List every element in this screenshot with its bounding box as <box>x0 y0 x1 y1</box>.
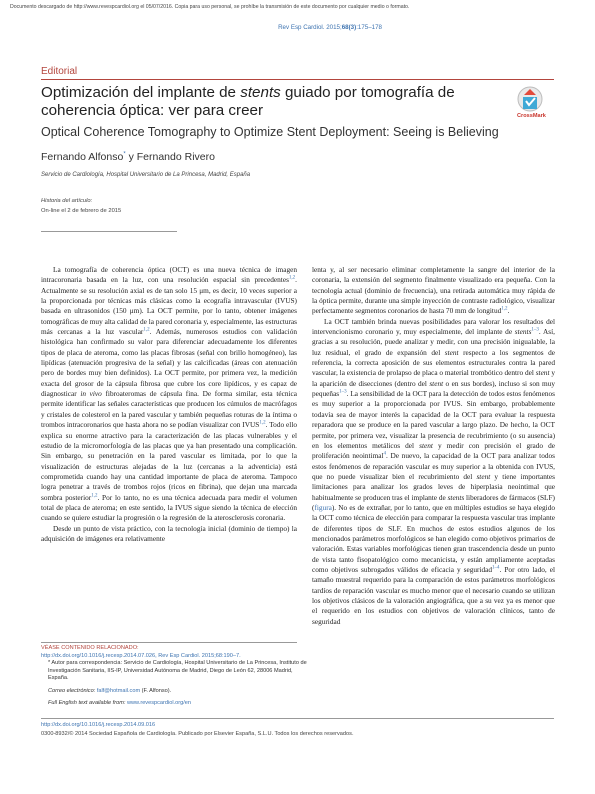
crossmark-icon <box>505 85 555 115</box>
journal-ref-prefix: Rev Esp Cardiol. 2015; <box>278 24 342 31</box>
ref-link[interactable]: 1–3 <box>339 389 347 395</box>
header-divider <box>41 79 554 80</box>
section-label: Editorial <box>41 66 78 77</box>
figure-link[interactable]: figura <box>314 502 332 512</box>
paragraph: Desde un punto de vista práctico, con la tecnología inicial (dominio de tiempo) la adquisición de imágenes era relativamente <box>41 523 297 543</box>
journal-ref-pages: :175–178 <box>356 24 382 31</box>
download-note: Documento descargado de http://www.revespcardiol.org el 05/07/2016. Copia para uso personal, se prohíbe la transmisión de este documento por cualquier medio o formato. <box>10 4 410 10</box>
title-italic: stents <box>240 84 281 101</box>
paragraph: lenta y, al ser necesario eliminar completamente la sangre del interior de la coronaria, la extensión del segmento finalmente visualizado era pequeña. Con la tecnología actual (dominio de frecuencia), una retirada automática muy rápida de la óptica permite, durante una simple inyección de contraste radiológico, visualizar perfectamente segmentos coronarios de hasta 70 mm de longitud$^{1,2}$. <box>312 265 555 316</box>
corresponding-author-note: * Autor para correspondencia: Servicio de Cardiología, Hospital Universitario de La Princesa, Instituto de Investigación Sanitaria, IIS-IP, Universidad Autónoma de Madrid, Diego de León 62, 28006 Madrid, España. <box>48 660 307 682</box>
ref-link[interactable]: 1,2 <box>288 275 296 281</box>
ref-link[interactable]: 1,2 <box>501 306 508 312</box>
fulltext-note: Full English text available from: www.revespcardiol.org/en <box>48 700 192 706</box>
history-heading: Historia del artículo: <box>41 198 93 204</box>
body-column-left <box>41 265 297 544</box>
footnote-divider <box>41 642 297 643</box>
author-2[interactable]: y Fernando Rivero <box>125 151 215 163</box>
related-content-link[interactable]: http://dx.doi.org/10.1016/j.recesp.2014.07.026, Rev Esp Cardiol. 2015;68:190–7. <box>41 653 241 659</box>
body-column-right <box>312 265 555 627</box>
title-part: Optimización del implante de <box>41 84 241 101</box>
title-part: guiado por tomografía de coherencia óptica: ver para creer <box>41 84 455 119</box>
history-date: On-line el 2 de febrero de 2015 <box>41 208 122 214</box>
crossmark-logo[interactable] <box>505 85 555 115</box>
doi-divider <box>41 718 554 719</box>
paragraph: La OCT también brinda nuevas posibilidades para valorar los resultados del intervencionismo coronario y, muy especialmente, del implante de stents$^{1-3}$. Así, gracias a su resolución, puede analizar y medir, con una precisión inigualable, la luz residual, el grado de expansión del stent respecto a los segmentos de referencia, la correcta aposición de sus elementos estructurales contra la pared vascular, la existencia de prolapso de placa o material trombótico dentro del stent y la aparición de disecciones (dentro del stent o en sus bordes), incluso si son muy pequeñas$^{1-3}$. La sensibilidad de la OCT para la detección de todos estos fenómenos es muy superior a la proporcionada por IVUS. Sin embargo, probablemente todavía sea de mayor interés la capacidad de la OCT para evaluar la respuesta reparadora que se produce en la pared vascular a largo plazo. De hecho, la OCT permite, por primera vez, visualizar la presencia de recubrimiento (o su ausencia) en los elementos metálicos del stent y medir con precisión el grado de proliferación neointimal$^4$. De nuevo, la capacidad de la OCT para analizar todos estos fenómenos de reparación vascular es muy superior a la obtenida con IVUS, que no puede visualizar bien el recubrimiento del stent y tiene importantes limitaciones para analizar los grados leves de hiperplasia neointimal que habitualmente se producen tras el implante de stents liberadores de fármacos (SLF) (figura). No es de extrañar, por lo tanto, que en múltiples estudios se haya elegido la OCT como técnica de elección para comparar la respuesta vascular tras implante de diferentes tipos de SLF. En muchos de estos estudios algunos de los mencionados parámetros morfológicos se han elegido como objetivos primarios de valoración. Estas variables morfológicas tienen gran trascendencia desde un punto de vista tanto fisopatológico como mecanicista, y están ampliamente aceptadas como objetivos subrogados válidos de eficacia y seguridad$^{1-4}$. Por otro lado, el tamaño muestral requerido para la comparación de estos parámetros morfológicos tardíos de reparación vascular es mucho menor que el necesario cuando se utilizan los objetivos clásicos de la valoración angiográfica, que a su vez ya es menor que el requerido en los estudios con objetivos de valoración clínicos, tanto de seguridad <box>312 316 555 626</box>
corresponding-marker[interactable]: * <box>123 151 126 158</box>
ref-link[interactable]: 1–4 <box>492 565 500 571</box>
doi-link[interactable]: http://dx.doi.org/10.1016/j.recesp.2014.09.016 <box>41 722 156 728</box>
affiliation: Servicio de Cardiología, Hospital Universitario de La Princesa, Madrid, España <box>41 172 251 178</box>
journal-reference[interactable] <box>278 24 382 31</box>
crossmark-label: CrossMark <box>517 113 546 119</box>
authors <box>41 151 215 163</box>
ref-link[interactable]: 1,2 <box>143 327 150 333</box>
email-note: Correo electrónico: falf@hotmail.com (F. Alfonso). <box>48 688 172 694</box>
paragraph: La tomografía de coherencia óptica (OCT) es una nueva técnica de imagen intracoronaria basada en la luz, con una resolución espacial sin precedentes$^{1,2}$. Actualmente se su resolución axial es de tan solo 15 μm, es decir, 10 veces superior a la proporcionada por técnicas más clásicas como la ecografía intravascular (IVUS) basada en ultrasonidos (150 μm). La OCT permite, por lo tanto, obtener imágenes tomográficas de muy alta calidad de la pared coronaria y, especialmente, las estructuras más cercanas a la luz vascular$^{1,2}$. Además, numerosos estudios con validación histológica han confirmado su valor para diferenciar adecuadamente los diferentes tipos de placa de ateroma, como las placas fibrosas (señal con brillo homogéneo), las lipídicas (atenuación progresiva de la señal) y las calcificadas (áreas con atenuación pero de bordes muy bien definidos). La OCT permite, por primera vez, la medición exacta del grosor de la cápsula fibrosa que cubre los core lipídicos, y es capaz de diagnosticar in vivo fibroateromas de cápsula fina. De forma similar, esta técnica permite identificar las señales características que producen los cúmulos de macrófagos y cristales de colesterol en la pared vascular y también pequeñas roturas de la íntima o trombos intracoronarios que hasta ahora no se podían visualizar con IVUS$^{1,2}$. Todo ello explica su enorme atractivo para la caracterización de las placas vulnerables y el estudio de la micromorfología de las placas que ya han presentado una complicación. Sin embargo, su penetración en la pared vascular es limitada, por lo que la visualización de estructuras alejadas de la luz (cercanas a la adventicia) está comprometida cuando hay una cantidad importante de placa de ateroma. Tampoco logra penetrar a través de trombos rojos (ricos en fibrina), que dejan una marcada sombra posterior$^{1,2}$. Por lo tanto, no es una técnica adecuada para medir el volumen total de placa de ateroma; en este sentido, la IVUS sigue siendo la técnica de elección cuando se quiere estudiar la progresión o la regresión de la aterosclerosis coronaria. <box>41 265 297 523</box>
fulltext-link[interactable]: www.revespcardiol.org/en <box>126 700 192 706</box>
email-link[interactable]: falf@hotmail.com <box>96 688 141 694</box>
journal-ref-volume: 68(3) <box>341 24 357 31</box>
article-title-english: Optical Coherence Tomography to Optimize Stent Deployment: Seeing is Believing <box>41 125 499 139</box>
ref-link[interactable]: 1–3 <box>531 327 539 333</box>
related-content-label: VÉASE CONTENIDO RELACIONADO: <box>41 645 139 651</box>
author-1[interactable]: Fernando Alfonso <box>41 151 124 163</box>
copyright: 0300-8932/© 2014 Sociedad Española de Cardiología. Publicado por Elsevier España, S.L.U. Todos los derechos reservados. <box>41 731 354 737</box>
article-title-spanish <box>41 84 461 119</box>
ref-link[interactable]: 4 <box>383 451 387 457</box>
history-divider <box>41 231 177 232</box>
ref-link[interactable]: 1,2 <box>91 493 98 499</box>
ref-link[interactable]: 1,2 <box>259 420 266 426</box>
